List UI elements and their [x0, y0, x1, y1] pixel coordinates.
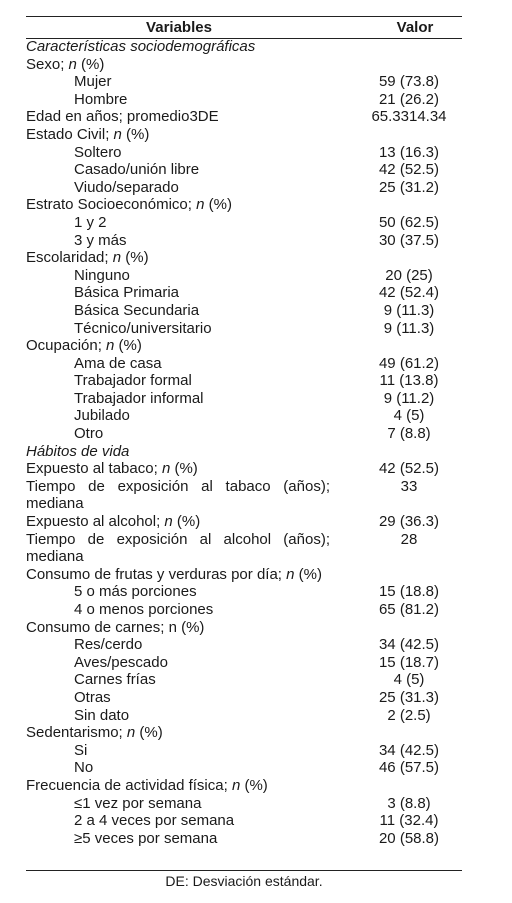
table-row: [26, 759, 462, 777]
row-label-text: Ninguno: [74, 266, 130, 284]
row-label-text: Frecuencia de actividad física;: [26, 776, 232, 794]
column-header-valor: Valor: [396, 19, 434, 36]
table-row: [26, 654, 462, 672]
row-value: 65 (81.2): [378, 601, 440, 618]
row-label: [26, 566, 332, 584]
row-label: [26, 302, 332, 320]
row-label: [26, 126, 332, 144]
row-label-suffix: (%): [121, 249, 149, 267]
table-row: [26, 196, 462, 214]
row-label: [26, 619, 332, 637]
row-label-italic: n: [68, 55, 77, 73]
row-label: [26, 443, 332, 461]
row-label-text: Res/cerdo: [74, 636, 143, 654]
row-label-italic: n: [113, 125, 122, 143]
row-value: 3 (8.8): [387, 794, 431, 812]
table-row: [26, 249, 462, 267]
row-label-italic: n: [164, 513, 173, 531]
row-label-italic: n: [106, 337, 115, 355]
row-label: [26, 372, 332, 390]
row-label: [26, 267, 332, 285]
row-label-italic: n: [126, 724, 136, 742]
table-row: [26, 671, 462, 689]
row-label: [26, 742, 332, 760]
table-row: [26, 267, 462, 285]
table-row: [26, 531, 462, 566]
row-label-text: 3 y más: [74, 231, 127, 249]
row-value: 34 (42.5): [378, 741, 440, 759]
row-value: 50 (62.5): [378, 213, 440, 231]
table-row: [26, 302, 462, 320]
row-value: 15 (18.8): [378, 583, 440, 601]
row-label: [26, 513, 332, 531]
row-label-text: No: [74, 759, 94, 777]
row-label-text: Soltero: [74, 143, 122, 161]
row-value: 9 (11.3): [383, 319, 435, 337]
table-row: [26, 583, 462, 601]
row-label-text: Expuesto al tabaco;: [26, 460, 162, 478]
table-row: [26, 390, 462, 408]
table-row: [26, 812, 462, 830]
row-label: [26, 196, 332, 214]
row-label-text: Expuesto al alcohol;: [26, 513, 165, 531]
row-label-text: 5 o más porciones: [74, 583, 197, 601]
row-label-text: Básica Secundaria: [74, 301, 200, 319]
row-label-italic: n: [161, 460, 171, 478]
row-label-text: Carnes frías: [74, 671, 156, 689]
row-label: [26, 671, 332, 689]
table-row: [26, 407, 462, 425]
row-label-text: Sin dato: [74, 706, 130, 724]
row-label-text: Trabajador informal: [74, 389, 204, 407]
table-row: [26, 443, 462, 461]
row-value: 25 (31.3): [378, 688, 440, 706]
table-body: [26, 38, 462, 847]
row-label-suffix: (%): [76, 55, 105, 73]
row-value: 42 (52.5): [378, 161, 440, 179]
row-value: 13 (16.3): [378, 143, 440, 161]
row-label-text: Jubilado: [74, 407, 130, 425]
row-label: [26, 583, 332, 601]
row-label-suffix: (%): [204, 196, 232, 214]
row-value: 65.3314.34: [371, 108, 447, 126]
table-row: [26, 777, 462, 795]
row-label: [26, 636, 332, 654]
table-row: [26, 91, 462, 109]
row-value: 4 (5): [393, 407, 425, 425]
table-row: [26, 56, 462, 74]
row-label-italic: n: [286, 565, 295, 583]
row-label: [26, 108, 332, 126]
row-label-text: Aves/pescado: [74, 653, 168, 671]
row-value: 46 (57.5): [378, 759, 440, 777]
table-row: [26, 619, 462, 637]
row-value: 15 (18.7): [378, 653, 440, 671]
row-label: [26, 337, 332, 355]
row-value: 7 (8.8): [387, 425, 431, 443]
row-label-italic: n: [112, 249, 122, 267]
row-label-text: Estado Civil;: [26, 125, 114, 143]
row-value: 49 (61.2): [378, 354, 440, 372]
table-row: [26, 689, 462, 707]
row-label-text: Hombre: [74, 90, 128, 108]
row-label-text: Si: [74, 741, 88, 759]
row-label: [26, 161, 332, 179]
table-row: [26, 38, 462, 56]
row-label-suffix: (%): [240, 776, 268, 794]
row-label-text: ≥5 veces por semana: [74, 829, 218, 847]
row-label: [26, 320, 332, 338]
table-bottom-rule: [26, 870, 462, 871]
row-label-italic: n: [196, 196, 205, 214]
row-value: 29 (36.3): [378, 513, 440, 531]
row-label-suffix: (%): [172, 513, 201, 531]
row-label: [26, 759, 332, 777]
row-label-suffix: (%): [135, 724, 163, 742]
row-value: 59 (73.8): [378, 73, 440, 91]
row-value: 30 (37.5): [378, 231, 440, 249]
row-label: [26, 214, 332, 232]
row-label-suffix: (%): [170, 460, 198, 478]
row-label-text: 4 o menos porciones: [74, 601, 214, 618]
row-value: 42 (52.5): [378, 460, 440, 478]
row-label-text: Sexo;: [26, 55, 69, 73]
table-row: [26, 108, 462, 126]
row-label-text: Edad en años; promedio3DE: [26, 108, 219, 126]
row-label: [26, 795, 332, 813]
row-label-text: 2 a 4 veces por semana: [74, 812, 235, 830]
row-label-text: Consumo de carnes; n (%): [26, 618, 205, 636]
row-label: [26, 284, 332, 302]
row-value: 25 (31.2): [378, 178, 440, 196]
row-label: [26, 707, 332, 725]
row-label: [26, 654, 332, 672]
row-label-text: ≤1 vez por semana: [74, 794, 202, 812]
row-label-text: Estrato Socioeconómico;: [26, 196, 197, 214]
table-row: [26, 425, 462, 443]
row-label: [26, 355, 332, 373]
table-row: [26, 232, 462, 250]
table-row: [26, 284, 462, 302]
table-row: [26, 126, 462, 144]
row-value: 28: [400, 530, 418, 548]
row-label: [26, 460, 332, 478]
row-value: 2 (2.5): [387, 706, 431, 724]
row-value: 34 (42.5): [378, 636, 440, 654]
table-row: [26, 179, 462, 197]
row-label: [26, 407, 332, 425]
row-label: [26, 812, 332, 830]
table-row: [26, 513, 462, 531]
row-label: [26, 390, 332, 408]
row-label-text: Tiempo de exposición al tabaco (años); mediana: [26, 477, 330, 513]
row-label: [26, 91, 332, 109]
row-label-text: Hábitos de vida: [26, 442, 130, 460]
table-row: [26, 144, 462, 162]
row-value: 42 (52.4): [378, 284, 440, 302]
table-row: [26, 460, 462, 478]
table-row: [26, 636, 462, 654]
row-label-text: Casado/unión libre: [74, 161, 200, 179]
table-row: [26, 161, 462, 179]
table-row: [26, 742, 462, 760]
row-label: [26, 232, 332, 250]
table-row: [26, 355, 462, 373]
table-row: [26, 830, 462, 848]
table-row: [26, 566, 462, 584]
table-row: [26, 795, 462, 813]
row-value: 9 (11.3): [383, 301, 435, 319]
row-label: [26, 38, 332, 56]
row-label-text: Sedentarismo;: [26, 724, 127, 742]
row-label: [26, 144, 332, 162]
row-label-italic: n: [231, 776, 241, 794]
row-label: [26, 478, 332, 513]
row-value: 11 (32.4): [379, 812, 439, 830]
table-row: [26, 337, 462, 355]
row-label-text: Trabajador formal: [74, 372, 192, 390]
row-label-text: Consumo de frutas y verduras por día;: [26, 565, 287, 583]
row-label-text: Mujer: [74, 73, 112, 91]
row-value: 11 (13.8): [379, 372, 439, 390]
row-label-text: Viudo/separado: [74, 178, 179, 196]
table-footnote: DE: Desviación estándar.: [165, 873, 323, 889]
table-row: [26, 214, 462, 232]
column-header-variables: Variables: [146, 19, 212, 36]
row-label-suffix: (%): [121, 125, 150, 143]
row-label: [26, 179, 332, 197]
table-row: [26, 73, 462, 91]
row-label: [26, 689, 332, 707]
row-label-text: Técnico/universitario: [74, 319, 212, 337]
table-row: [26, 601, 462, 619]
table-row: [26, 724, 462, 742]
row-value: 9 (11.2): [383, 389, 435, 407]
row-label-text: Básica Primaria: [74, 284, 180, 302]
row-label: [26, 777, 332, 795]
row-value: 20 (25): [385, 266, 433, 284]
row-label-text: Ama de casa: [74, 354, 162, 372]
table-row: [26, 320, 462, 338]
row-value: 33: [400, 477, 418, 495]
row-label-text: Características sociodemográficas: [26, 38, 256, 55]
row-label-text: Escolaridad;: [26, 249, 113, 267]
row-label: [26, 830, 332, 848]
table-row: [26, 707, 462, 725]
table-row: [26, 372, 462, 390]
table-row: [26, 478, 462, 513]
row-label: [26, 56, 332, 74]
row-label-suffix: (%): [114, 337, 142, 355]
row-label-text: Otro: [74, 425, 104, 443]
row-label: [26, 724, 332, 742]
row-label-text: Ocupación;: [26, 337, 107, 355]
row-label: [26, 601, 332, 619]
row-label-text: Otras: [74, 688, 111, 706]
row-label: [26, 425, 332, 443]
row-value: 21 (26.2): [378, 90, 440, 108]
row-label: [26, 73, 332, 91]
row-label-text: Tiempo de exposición al alcohol (años); mediana: [26, 530, 330, 566]
row-label-text: 1 y 2: [74, 213, 107, 231]
row-value: 4 (5): [393, 671, 425, 689]
row-label: [26, 531, 332, 566]
row-label-suffix: (%): [294, 565, 322, 583]
row-value: 20 (58.8): [378, 829, 440, 847]
row-label: [26, 249, 332, 267]
